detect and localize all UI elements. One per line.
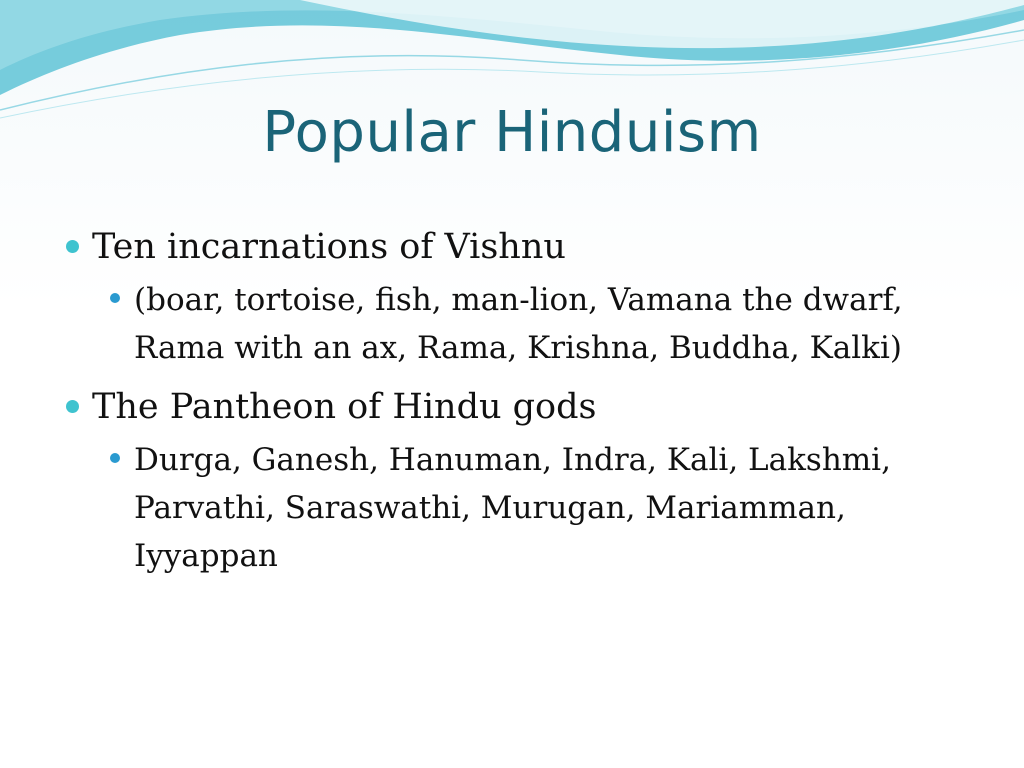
bullet-dot-icon bbox=[66, 400, 79, 413]
slide-title: Popular Hinduism bbox=[262, 100, 762, 165]
sub-bullet-item bbox=[62, 436, 982, 580]
sub-bullet-dot-icon bbox=[110, 293, 120, 303]
bullet-list bbox=[62, 222, 982, 590]
bullet-text: The Pantheon of Hindu gods bbox=[92, 387, 597, 427]
sub-bullet-text: Durga, Ganesh, Hanuman, Indra, Kali, Lakshmi, Parvathi, Saraswathi, Murugan, Mariamman, Iyyappan bbox=[134, 442, 891, 574]
bullet-text: Ten incarnations of Vishnu bbox=[92, 227, 566, 267]
sub-bullet-text: (boar, tortoise, fish, man-lion, Vamana the dwarf, Rama with an ax, Rama, Krishna, Buddha, Kalki) bbox=[134, 282, 903, 366]
bullet-item bbox=[62, 382, 982, 432]
sub-bullet-item bbox=[62, 276, 982, 372]
sub-bullet-dot-icon bbox=[110, 453, 120, 463]
bullet-dot-icon bbox=[66, 240, 79, 253]
bullet-item bbox=[62, 222, 982, 272]
